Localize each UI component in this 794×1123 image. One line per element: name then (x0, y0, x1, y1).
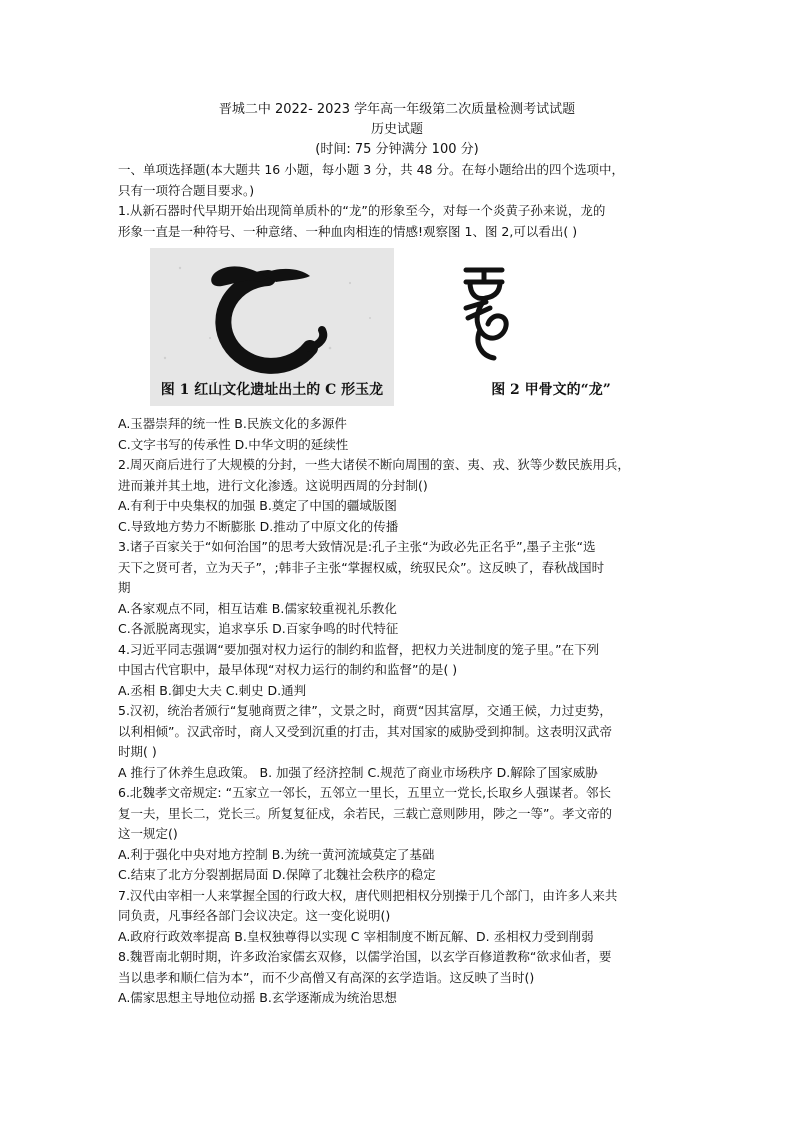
question-stem: 时期( ) (118, 744, 157, 759)
question-5 (118, 701, 678, 783)
section-heading-line2: 只有一项符合题目要求。) (118, 182, 255, 198)
exam-header (0, 100, 794, 160)
question-option: A 推行了休养生息政策。 B. 加强了经济控制 C.规范了商业市场秩序 D.解除了国家威胁 (118, 764, 598, 780)
figure-2-caption: 图 2 甲骨文的“龙” (491, 381, 611, 398)
question-stem: 4.习近平同志强调“要加强对权力运行的制约和监督，把权力关进制度的笼子里。”在下列 (118, 641, 600, 657)
figures-row (118, 248, 678, 408)
question-1 (118, 201, 678, 455)
exam-content (118, 160, 678, 1009)
question-option: A.丞相 B.御史大夫 C.刺史 D.通判 (118, 682, 307, 698)
question-option: C.各派脱离现实，追求享乐 D.百家争鸣的时代特征 (118, 621, 399, 636)
question-7 (118, 886, 678, 948)
question-8 (118, 947, 678, 1009)
question-option: C.文字书写的传承性 D.中华文明的延续性 (118, 436, 349, 452)
figure-2 (426, 248, 676, 406)
question-stem: 7.汉代由宰相一人来掌握全国的行政大权，唐代则把相权分别操于几个部门，由许多人来共 (118, 887, 618, 903)
question-stem: 进而兼并其土地，进行文化渗透。这说明西周的分封制() (118, 477, 428, 493)
question-stem: 以利相倾”。汉武帝时，商人又受到沉重的打击，其对国家的威胁受到抑制。这表明汉武帝 (118, 723, 612, 739)
exam-subject: 历史试题 (370, 122, 423, 137)
figure-1 (150, 248, 394, 406)
question-stem: 复一夫，里长二，党长三。所复复征戍，余若民，三载亡意则陟用，陟之一等”。孝文帝的 (118, 805, 612, 821)
question-stem: 当以患孝和顺仁信为本”，而不少高僧又有高深的玄学造诣。这反映了当时() (118, 969, 535, 985)
exam-title: 晋城二中 2022- 2023 学年高一年级第二次质量检测考试试题 (218, 102, 576, 117)
question-stem: 1.从新石器时代早期开始出现简单质朴的“龙”的形象至今，对每一个炎黄子孙来说，龙的 (118, 203, 606, 218)
question-stem: 2.周灭商后进行了大规模的分封，一些大诸侯不断向周围的蛮、夷、戎、狄等少数民族用兵， (118, 457, 630, 472)
question-option: C.导致地方势力不断膨胀 D.推动了中原文化的传播 (118, 518, 399, 534)
question-option: A.政府行政效率提高 B.皇权独尊得以实现 C 宰相制度不断瓦解、D. 丞相权力受到削弱 (118, 928, 594, 944)
question-3 (118, 537, 678, 640)
question-stem: 期 (118, 580, 131, 595)
question-stem: 天下之贤可者，立为天子”，;韩非子主张“掌握权威，统驭民众”。这反映了，春秋战国时 (118, 559, 605, 575)
question-2 (118, 455, 678, 537)
question-option: A.利于强化中央对地方控制 B.为统一黄河流域莫定了基础 (118, 846, 435, 862)
question-option: A.有利于中央集权的加强 B.奠定了中国的疆域版图 (118, 498, 397, 513)
question-stem: 6.北魏孝文帝规定: “五家立一邻长，五邻立一里长，五里立一党长,长取乡人强谋者。邻长 (118, 785, 612, 800)
exam-time: (时间: 75 分钟满分 100 分) (315, 142, 479, 157)
question-stem: 8.魏晋南北朝时期，许多政治家儒玄双修，以儒学治国，以玄学百修道教称“欲求仙者，要 (118, 949, 612, 964)
question-stem: 中国古代官职中，最早体现“对权力运行的制约和监督”的是( ) (118, 662, 458, 677)
question-stem: 5.汉初，统治者颁行“复驰商贾之律”，文景之时，商贾“因其富厚，交通王候，力过吏势， (118, 703, 612, 718)
question-stem: 3.诸子百家关于“如何治国”的思考大致情况是:孔子主张“为政必先正名乎”,墨子主张“选 (118, 539, 596, 554)
figure-1-caption: 图 1 红山文化遗址出土的 C 形玉龙 (160, 381, 384, 398)
section-heading-line1: 一、单项选择题(本大题共 16 小题，每小题 3 分，共 48 分。在每小题给出的四个选项中， (118, 162, 624, 177)
question-6 (118, 783, 678, 886)
question-4 (118, 640, 678, 702)
question-stem: 同负责，凡事经各部门会议决定。这一变化说明() (118, 908, 391, 923)
question-option: A.儒家思想主导地位动摇 B.玄学逐渐成为统治思想 (118, 990, 397, 1005)
question-option: A.玉器崇拜的统一性 B.民族文化的多源件 (118, 416, 347, 431)
question-stem: 形象一直是一种符号、一种意绪、一种血肉相连的情感!观察图 1、图 2,可以看出( ) (118, 223, 578, 239)
question-option: A.各家观点不同，相互诘难 B.儒家较重视礼乐教化 (118, 600, 397, 616)
question-option: C.结束了北方分裂割据局面 D.保障了北魏社会秩序的稳定 (118, 867, 436, 882)
question-stem: 这一规定() (118, 826, 178, 841)
